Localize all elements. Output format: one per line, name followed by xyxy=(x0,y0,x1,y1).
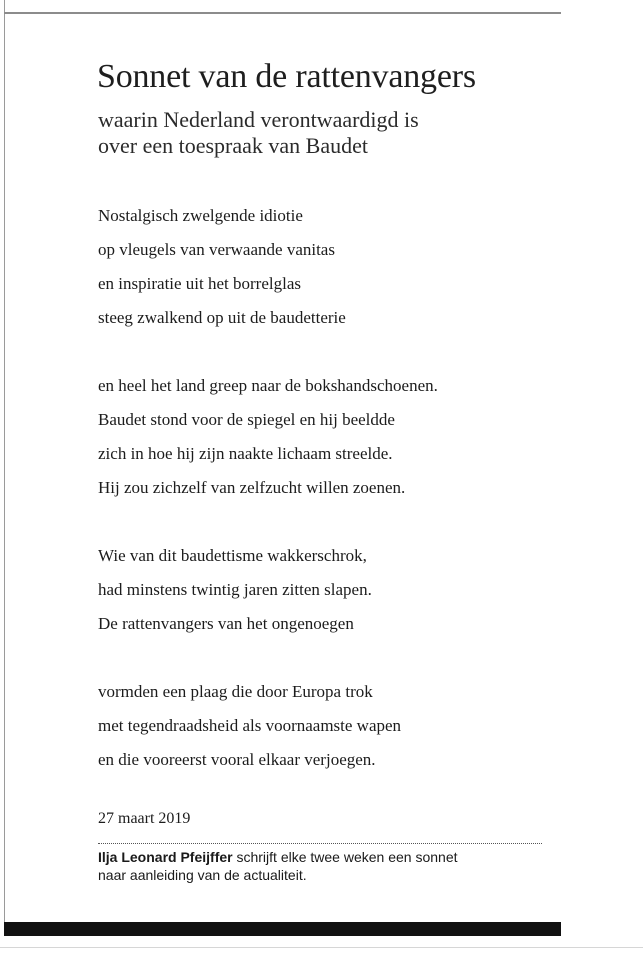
top-rule xyxy=(4,12,561,14)
poem-line: Hij zou zichzelf van zelfzucht willen zoenen. xyxy=(98,478,406,497)
publication-date: 27 maart 2019 xyxy=(98,810,191,827)
poem-line: steeg zwalkend op uit de baudetterie xyxy=(98,308,346,327)
author-note-text: naar aanleiding van de actualiteit. xyxy=(98,867,307,883)
subtitle-line: waarin Nederland verontwaardigd is xyxy=(98,107,419,132)
author-note xyxy=(98,848,528,884)
poem-line: vormden een plaag die door Europa trok xyxy=(98,682,373,701)
poem-line: Baudet stond voor de spiegel en hij beeldde xyxy=(98,410,395,429)
poem-line: Wie van dit baudettisme wakkerschrok, xyxy=(98,546,367,565)
article-subtitle xyxy=(98,107,538,159)
author-note-text: schrijft elke twee weken een sonnet xyxy=(232,849,458,865)
page-left-edge xyxy=(4,0,5,936)
subtitle-line: over een toespraak van Baudet xyxy=(98,133,368,158)
article-title: Sonnet van de rattenvangers xyxy=(97,58,476,95)
poem-line: met tegendraadsheid als voornaamste wapen xyxy=(98,716,402,735)
author-name: Ilja Leonard Pfeijffer xyxy=(98,849,233,865)
dotted-divider xyxy=(98,843,542,844)
footer-line xyxy=(0,947,643,948)
poem-line: De rattenvangers van het ongenoegen xyxy=(98,614,354,633)
poem-line: zich in hoe hij zijn naakte lichaam streelde. xyxy=(98,444,393,463)
poem-line: en heel het land greep naar de bokshandschoenen. xyxy=(98,376,438,395)
poem-line: op vleugels van verwaande vanitas xyxy=(98,240,335,259)
poem-line: en die vooreerst vooral elkaar verjoegen. xyxy=(98,750,376,769)
bottom-bar xyxy=(4,922,561,936)
poem-line: Nostalgisch zwelgende idiotie xyxy=(98,206,303,225)
poem-line: en inspiratie uit het borrelglas xyxy=(98,274,301,293)
poem-line: had minstens twintig jaren zitten slapen. xyxy=(98,580,372,599)
